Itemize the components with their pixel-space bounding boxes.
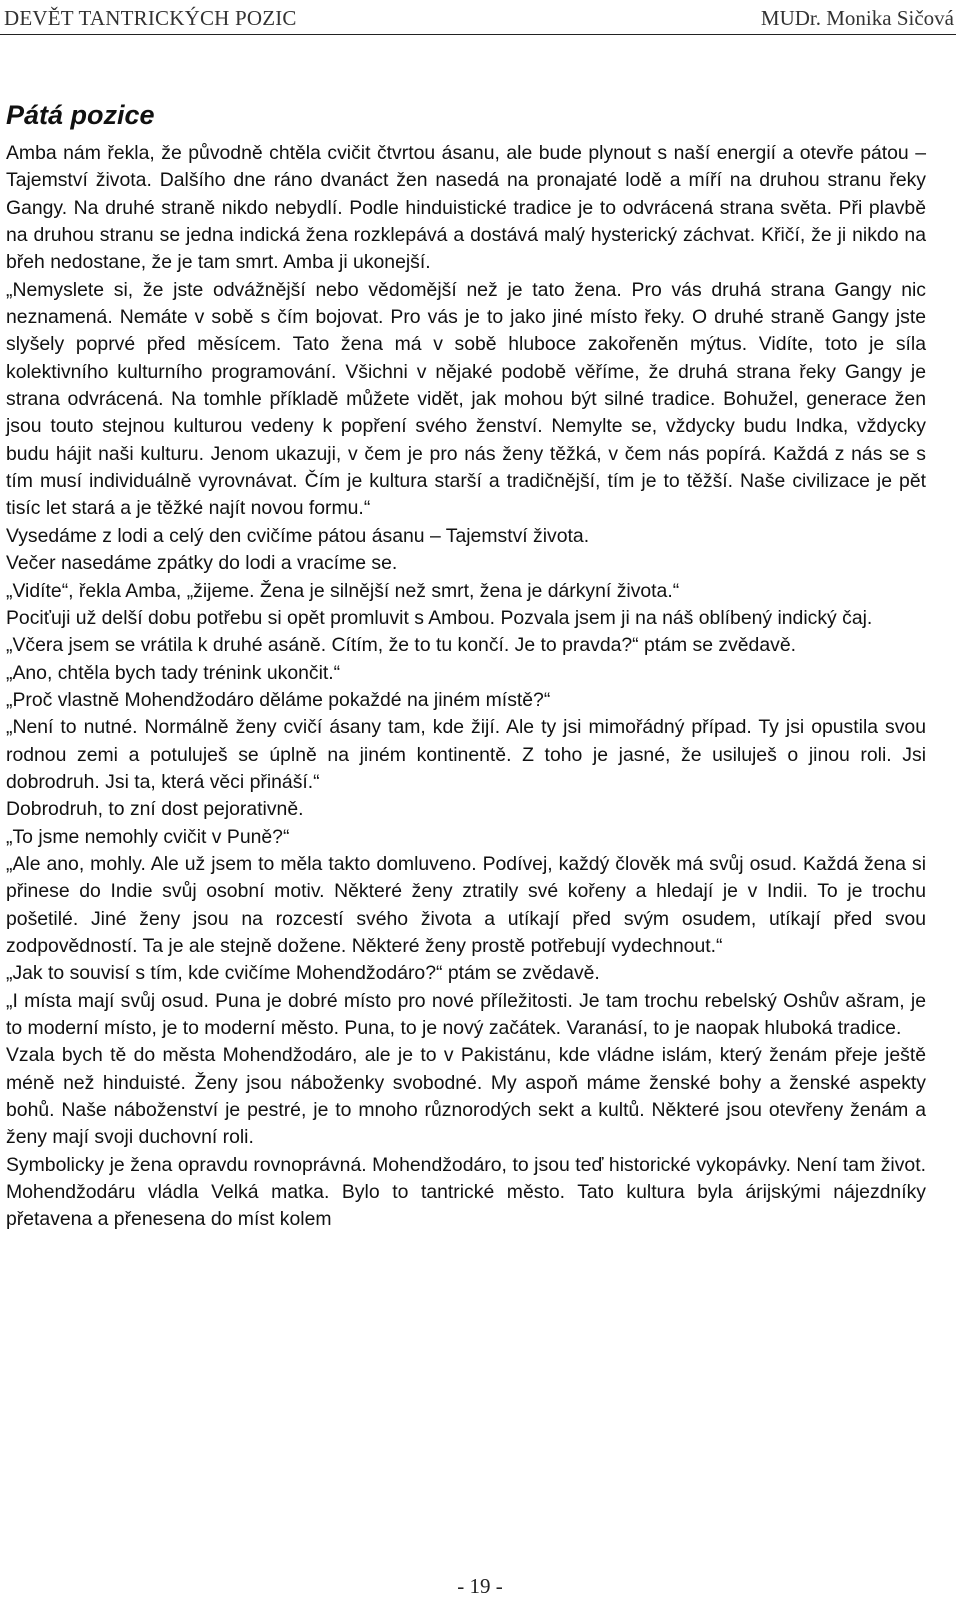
paragraph: Amba nám řekla, že původně chtěla cvičit čtvrtou ásanu, ale bude plynout s naší energií a otevře pátou – Tajemství života. Dalšího dne ráno dvanáct žen nasedá na pronajaté lodě a míří na druhou stranu řeky Gangy. Na druhé straně nikdo nebydlí. Podle hinduistické tradice je to odvrácená strana světa. Při plavbě na druhou stranu se jedna indická žena rozklepává a dostává malý hysterický záchvat. Křičí, že ji nikdo na břeh nedostane, že je tam smrt. Amba ji ukonejší. — [6, 142, 926, 274]
paragraph: Vzala bych tě do města Mohendžodáro, ale je to v Pakistánu, kde vládne islám, který ženám přeje ještě méně než hinduisté. Ženy jsou náboženky svobodné. My aspoň máme ženské bohy a ženské aspekty bohů. Naše náboženství je pestré, je to mnoho různorodých sekt a kultů. Některé jsou otevřeny ženám a ženy mají svoji duchovní roli. — [6, 1044, 926, 1149]
running-header — [0, 4, 956, 35]
paragraph: Večer nasedáme zpátky do lodi a vracíme se. — [6, 552, 398, 575]
paragraph: Vysedáme z lodi a celý den cvičíme pátou ásanu – Tajemství života. — [6, 524, 590, 547]
paragraph: Pociťuji už delší dobu potřebu si opět promluvit s Ambou. Pozvala jsem ji na náš oblíbený indický čaj. — [6, 606, 873, 629]
header-book-title: DEVĚT TANTRICKÝCH POZIC — [4, 6, 297, 30]
body-text — [6, 140, 926, 1234]
paragraph: „Proč vlastně Mohendžodáro děláme pokaždé na jiném místě?“ — [6, 688, 551, 711]
page-number: - 19 - — [457, 1574, 503, 1598]
paragraph: „Ale ano, mohly. Ale už jsem to měla takto domluveno. Podívej, každý člověk má svůj osud. Každá žena si přinese do Indie svůj osobní motiv. Některé ženy ztratily své kořeny a hledají je v Indii. To je trochu pošetilé. Jiné ženy jsou na rozcestí svého života a utíkají před svým osudem, utíkají před svou zodpovědností. Ta je ale stejně dožene. Některé ženy prostě potřebují vydechnout.“ — [6, 852, 926, 957]
paragraph: „Ano, chtěla bych tady trénink ukončit.“ — [6, 661, 341, 684]
section-heading: Pátá pozice — [6, 100, 155, 130]
paragraph: „Nemyslete si, že jste odvážnější nebo vědomější než je tato žena. Pro vás druhá strana Gangy nic neznamená. Nemáte v sobě s čím bojovat. Pro vás je to jako jiné místo řeky. O druhé straně Gangy jste slyšely poprvé před měsícem. Tato žena má v sobě hluboce zakořeněn mýtus. Vidíte, toto je síla kolektivního kulturního programování. Všichni v nějaké podobě věříme, že druhá strana řeky Gangy je strana odvrácená. Na tomhle příkladě můžete vidět, jak mohou být silné tradice. Bohužel, generace žen jsou touto stejnou kulturou vedeny k popření svého ženství. Nemylte se, vždycky budu Indka, vždycky budu hájit naši kulturu. Jenom ukazuji, v čem je pro nás ženy těžká, v čem nás popírá. Každá z nás se s tím musí individuálně vyrovnávat. Čím je kultura starší a tradičnější, tím je to těžší. Naše civilizace je pět tisíc let stará a je těžké najít novou formu.“ — [6, 278, 926, 520]
header-author: MUDr. Monika Sičová — [760, 6, 954, 30]
paragraph: „Včera jsem se vrátila k druhé asáně. Cítím, že to tu končí. Je to pravda?“ ptám se zvědavě. — [6, 634, 796, 657]
paragraph: „I místa mají svůj osud. Puna je dobré místo pro nové příležitosti. Je tam trochu rebelský Oshův ašram, je to moderní místo, je to moderní město. Puna, to je nový začátek. Varanásí, to je naopak hluboká tradice. — [6, 989, 926, 1039]
paragraph: „To jsme nemohly cvičit v Puně?“ — [6, 825, 290, 848]
paragraph: „Jak to souvisí s tím, kde cvičíme Mohendžodáro?“ ptám se zvědavě. — [6, 962, 600, 985]
paragraph: Symbolicky je žena opravdu rovnoprávná. Mohendžodáro, to jsou teď historické vykopávky. Není tam život. Mohendžodáru vládla Velká matka. Bylo to tantrické město. Tato kultura byla árijskými nájezdníky přetavena a přenesena do míst kolem — [6, 1153, 926, 1231]
paragraph: „Není to nutné. Normálně ženy cvičí ásany tam, kde žijí. Ale ty jsi mimořádný případ. Ty jsi opustila svou rodnou zemi a potuluješ se úplně na jiném kontinentě. Z toho je jasné, že usiluješ o jinou roli. Jsi dobrodruh. Jsi ta, která věci přináší.“ — [6, 716, 926, 793]
paragraph: Dobrodruh, to zní dost pejorativně. — [6, 798, 304, 821]
paragraph: „Vidíte“, řekla Amba, „žijeme. Žena je silnější než smrt, žena je dárkyní života.“ — [6, 579, 680, 602]
